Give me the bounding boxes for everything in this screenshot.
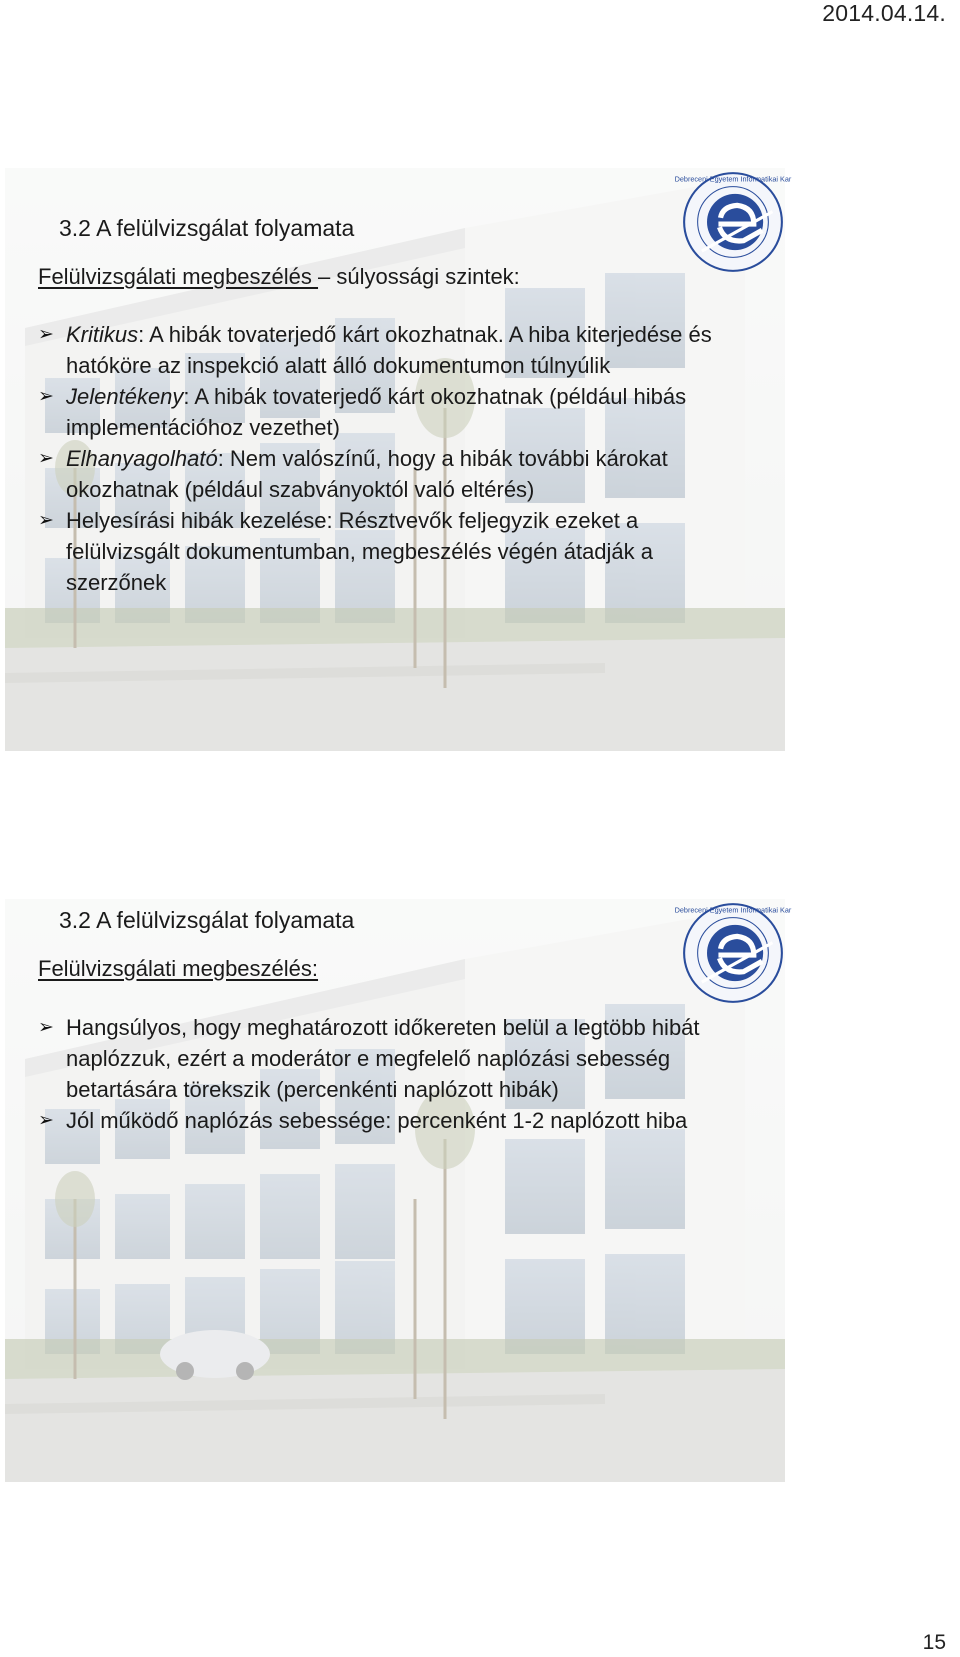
slide-subtitle bbox=[38, 264, 520, 290]
bullet-list bbox=[38, 319, 738, 598]
bullet-text: Hangsúlyos, hogy meghatározott időkereten belül a legtöbb hibát naplózzuk, ezért a moderátor e megfelelő naplózási sebesség betartására törekszik (percenkénti naplózott hibák) bbox=[66, 1015, 700, 1102]
slide-2-content bbox=[5, 899, 792, 1482]
arrow-bullet-icon: ➢ bbox=[38, 324, 54, 345]
arrow-bullet-icon: ➢ bbox=[38, 1110, 54, 1131]
list-item bbox=[38, 1012, 738, 1105]
list-item bbox=[38, 1105, 738, 1136]
svg-text:Debreceni Egyetem Informatikai: Debreceni Egyetem Informatikai Kar bbox=[674, 174, 792, 184]
slide-title: 3.2 A felülvizsgálat folyamata bbox=[59, 215, 355, 241]
subtitle-underlined: Felülvizsgálati megbeszélés bbox=[38, 264, 319, 289]
bullet-list bbox=[38, 1012, 738, 1136]
arrow-bullet-icon: ➢ bbox=[38, 386, 54, 407]
bullet-term: Kritikus bbox=[66, 322, 139, 347]
list-item bbox=[38, 319, 738, 381]
arrow-bullet-icon: ➢ bbox=[38, 510, 54, 531]
arrow-bullet-icon: ➢ bbox=[38, 1017, 54, 1038]
university-seal-icon bbox=[674, 901, 792, 1005]
svg-text:Debreceni Egyetem Informatikai: Debreceni Egyetem Informatikai Kar bbox=[674, 905, 792, 915]
subtitle-underlined: Felülvizsgálati megbeszélés: bbox=[38, 956, 319, 981]
subtitle-rest: – súlyossági szintek: bbox=[318, 264, 520, 289]
bullet-term: Elhanyagolható bbox=[66, 446, 218, 471]
slide-title: 3.2 A felülvizsgálat folyamata bbox=[59, 907, 355, 933]
bullet-text: : A hibák tovaterjedő kárt okozhatnak. A hiba kiterjedése és hatóköre az inspekció alatt álló dokumentumon túlnyúlik bbox=[66, 322, 712, 378]
bullet-text: : A hibák tovaterjedő kárt okozhatnak (például hibás implementációhoz vezethet) bbox=[66, 384, 687, 440]
bullet-text: Jól működő naplózás sebessége: percenként 1-2 naplózott hiba bbox=[66, 1108, 688, 1133]
arrow-bullet-icon: ➢ bbox=[38, 448, 54, 469]
slide-1-content bbox=[5, 168, 792, 751]
list-item bbox=[38, 505, 738, 598]
list-item bbox=[38, 381, 738, 443]
slide-2 bbox=[5, 899, 792, 1482]
list-item bbox=[38, 443, 738, 505]
university-seal-icon bbox=[674, 170, 792, 274]
bullet-text: : Nem valószínű, hogy a hibák további károkat okozhatnak (például szabványoktól való eltérés) bbox=[66, 446, 668, 502]
page-date: 2014.04.14. bbox=[822, 0, 946, 26]
bullet-term: Jelentékeny bbox=[66, 384, 184, 409]
slide-subtitle bbox=[38, 956, 318, 982]
bullet-text: Helyesírási hibák kezelése: Résztvevők feljegyzik ezeket a felülvizsgált dokumentumban, megbeszélés végén átadják a szerzőnek bbox=[66, 508, 654, 595]
page-number: 15 bbox=[922, 1631, 946, 1654]
slide-1 bbox=[5, 168, 792, 751]
